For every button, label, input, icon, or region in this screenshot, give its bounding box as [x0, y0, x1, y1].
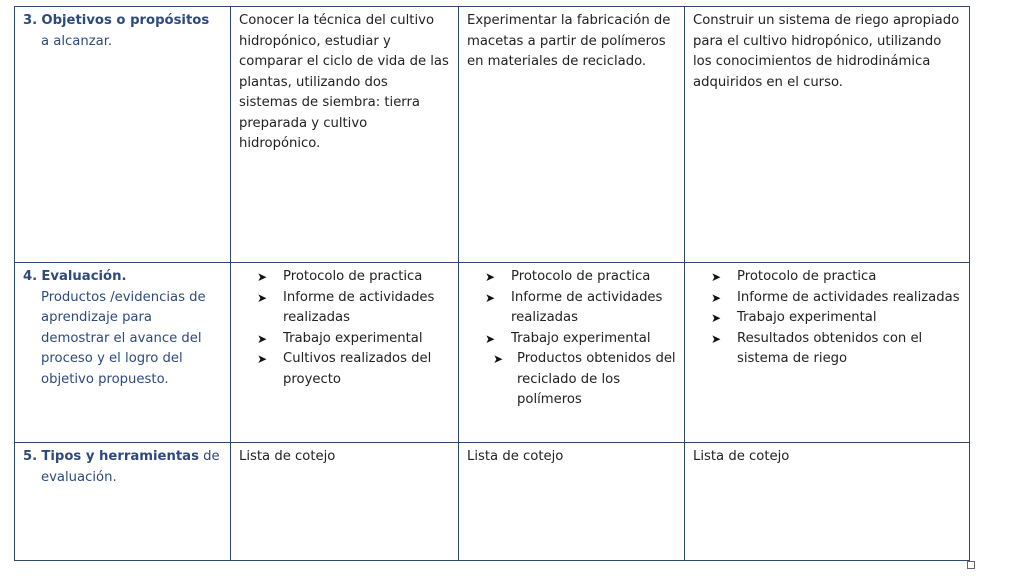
list-item: ➤ Informe de actividades realizadas: [485, 289, 663, 325]
list-item: ➤ Protocolo de practica: [467, 267, 676, 288]
list-item: ➤ Trabajo experimental: [467, 329, 676, 350]
list-item: ➤ Trabajo experimental: [693, 308, 961, 329]
objective-cell[interactable]: [685, 7, 970, 263]
evidence-cell[interactable]: [685, 263, 970, 443]
row-number: 5.: [23, 449, 38, 464]
row-title: Objetivos o propósitos: [41, 13, 210, 28]
row-title: Tipos y herramientas: [41, 449, 199, 464]
arrowhead-bullet-icon: ➤: [485, 290, 496, 305]
row-label-cell[interactable]: [15, 7, 231, 263]
objective-text: Experimentar la fabricación de macetas a partir de polímeros en materiales de reciclado.: [467, 13, 671, 69]
row-subtitle: a alcanzar.: [41, 33, 113, 49]
objective-text: Conocer la técnica del cultivo hidropónico, estudiar y comparar el ciclo de vida de las plantas, utilizando dos sistemas de siembra: tierra preparada y cultivo hidropónico.: [239, 13, 449, 151]
list-item: ➤ Productos obtenidos del reciclado de los polímeros: [493, 351, 676, 407]
row-subtitle: Productos /evidencias de aprendizaje para demostrar el avance del proceso y el logro del objetivo propuesto.: [41, 289, 206, 387]
arrowhead-bullet-icon: ➤: [711, 290, 722, 305]
arrowhead-bullet-icon: ➤: [711, 270, 722, 284]
list-item: ➤ Protocolo de practica: [693, 267, 961, 288]
tool-cell[interactable]: [231, 443, 459, 561]
arrowhead-bullet-icon: ➤: [257, 331, 268, 346]
list-item: ➤ Trabajo experimental: [239, 329, 450, 350]
tool-cell[interactable]: [459, 443, 685, 561]
list-item: ➤ Informe de actividades realizadas: [693, 288, 961, 309]
list-item: ➤ Informe de actividades realizadas: [257, 289, 435, 325]
arrowhead-bullet-icon: ➤: [257, 352, 268, 366]
arrowhead-bullet-icon: ➤: [257, 270, 268, 284]
objective-cell[interactable]: [231, 7, 459, 263]
row-number: 3.: [23, 13, 38, 28]
objective-text: Construir un sistema de riego apropiado para el cultivo hidropónico, utilizando los conocimientos de hidrodinámica adquiridos en el curso.: [693, 13, 960, 90]
evidence-cell[interactable]: [459, 263, 685, 443]
row-label-cell[interactable]: [15, 443, 231, 561]
planning-table: [14, 6, 970, 561]
evidence-cell[interactable]: [231, 263, 459, 443]
table-row-tipos-herramientas: [15, 443, 970, 561]
evidence-list: [467, 267, 676, 411]
arrowhead-bullet-icon: ➤: [493, 352, 504, 366]
row-title: Evaluación.: [41, 269, 127, 284]
arrowhead-bullet-icon: ➤: [485, 270, 496, 284]
row-subtitle: evaluación.: [41, 469, 117, 485]
list-item: ➤ Cultivos realizados del proyecto: [257, 351, 432, 387]
arrowhead-bullet-icon: ➤: [711, 311, 722, 325]
arrowhead-bullet-icon: ➤: [711, 331, 722, 346]
tool-text: Lista de cotejo: [239, 449, 336, 464]
objective-cell[interactable]: [459, 7, 685, 263]
table-row-evaluacion: [15, 263, 970, 443]
tool-cell[interactable]: [685, 443, 970, 561]
evidence-list: [693, 267, 961, 370]
evidence-list: [239, 267, 450, 390]
list-item: ➤ Protocolo de practica: [239, 267, 450, 288]
list-item: ➤ Resultados obtenidos con el sistema de riego: [711, 330, 923, 366]
tool-text: Lista de cotejo: [467, 449, 564, 464]
row-label: [23, 267, 222, 390]
table-resize-handle[interactable]: [967, 561, 975, 569]
table-row-objetivos: [15, 7, 970, 263]
row-title-tail: de: [203, 449, 220, 464]
row-label: [23, 11, 222, 52]
arrowhead-bullet-icon: ➤: [257, 290, 268, 305]
arrowhead-bullet-icon: ➤: [485, 331, 496, 346]
row-number: 4.: [23, 269, 38, 284]
tool-text: Lista de cotejo: [693, 449, 790, 464]
row-label: [23, 447, 222, 488]
row-label-cell[interactable]: [15, 263, 231, 443]
